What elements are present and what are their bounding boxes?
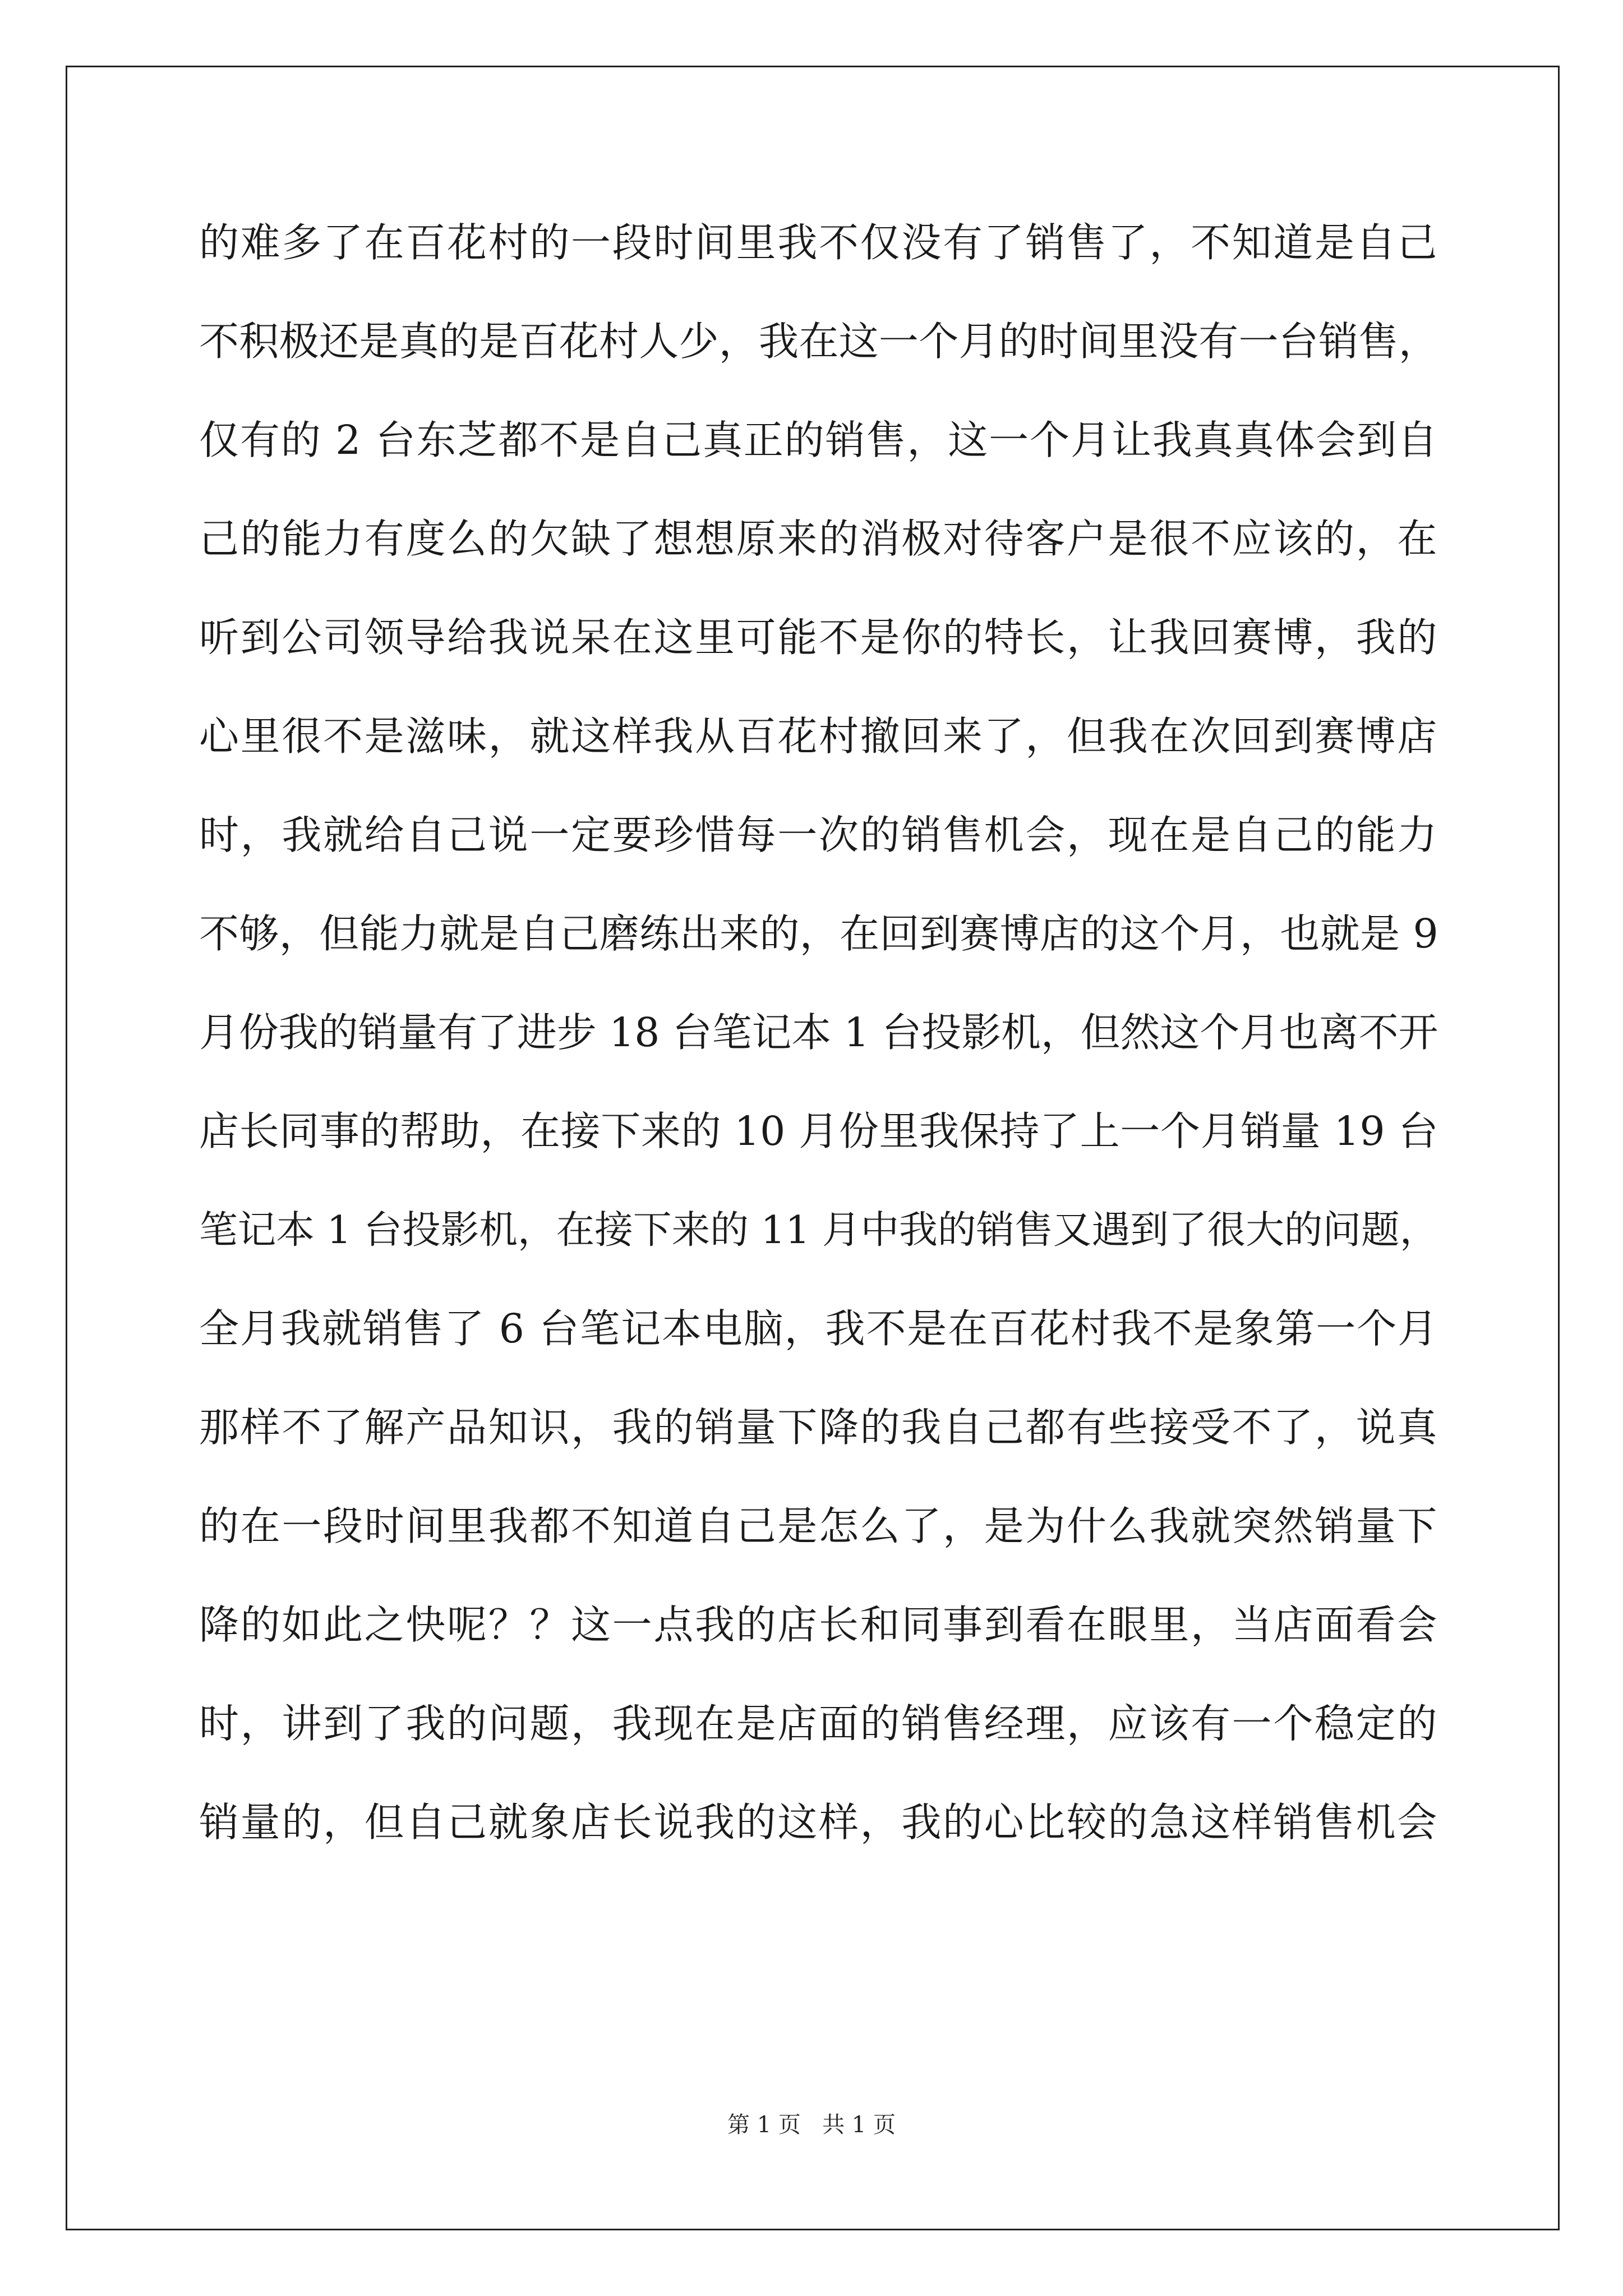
text-line: 全月我就销售了 6 台笔记本电脑，我不是在百花村我不是象第一个月 — [199, 1305, 1438, 1352]
text-line: 销量的，但自己就象店长说我的这样，我的心比较的急这样销售机会 — [199, 1799, 1438, 1846]
text-line: 心里很不是滋味，就这样我从百花村撤回来了，但我在次回到赛博店 — [199, 713, 1438, 760]
text-line: 笔记本 1 台投影机，在接下来的 11 月中我的销售又遇到了很大的问题， — [199, 1208, 1438, 1253]
text-line: 不积极还是真的是百花村人少，我在这一个月的时间里没有一台销售， — [199, 318, 1438, 365]
text-line: 时，讲到了我的问题，我现在是店面的销售经理，应该有一个稳定的 — [199, 1700, 1438, 1747]
text-line: 时，我就给自己说一定要珍惜每一次的销售机会，现在是自己的能力 — [199, 812, 1438, 858]
text-line: 月份我的销量有了进步 18 台笔记本 1 台投影机，但然这个月也离不开 — [199, 1009, 1438, 1056]
page-footer: 第 1 页 共 1 页 — [727, 2112, 896, 2138]
text-line: 降的如此之快呢？？这一点我的店长和同事到看在眼里，当店面看会 — [199, 1602, 1438, 1648]
text-line: 的在一段时间里我都不知道自己是怎么了，是为什么我就突然销量下 — [199, 1503, 1438, 1549]
text-line: 那样不了解产品知识，我的销量下降的我自己都有些接受不了，说真 — [199, 1404, 1438, 1451]
text-line: 的难多了在百花村的一段时间里我不仅没有了销售了，不知道是自己 — [199, 219, 1438, 266]
text-line: 不够，但能力就是自己磨练出来的，在回到赛博店的这个月，也就是 9 — [199, 910, 1438, 957]
text-line: 仅有的 2 台东芝都不是自己真正的销售，这一个月让我真真体会到自 — [199, 417, 1438, 463]
document-body — [199, 216, 1438, 1894]
text-line: 己的能力有度么的欠缺了想想原来的消极对待客户是很不应该的，在 — [199, 516, 1438, 562]
text-line: 店长同事的帮助，在接下来的 10 月份里我保持了上一个月销量 19 台 — [199, 1108, 1438, 1154]
text-line: 听到公司领导给我说呆在这里可能不是你的特长，让我回赛博，我的 — [199, 614, 1438, 661]
